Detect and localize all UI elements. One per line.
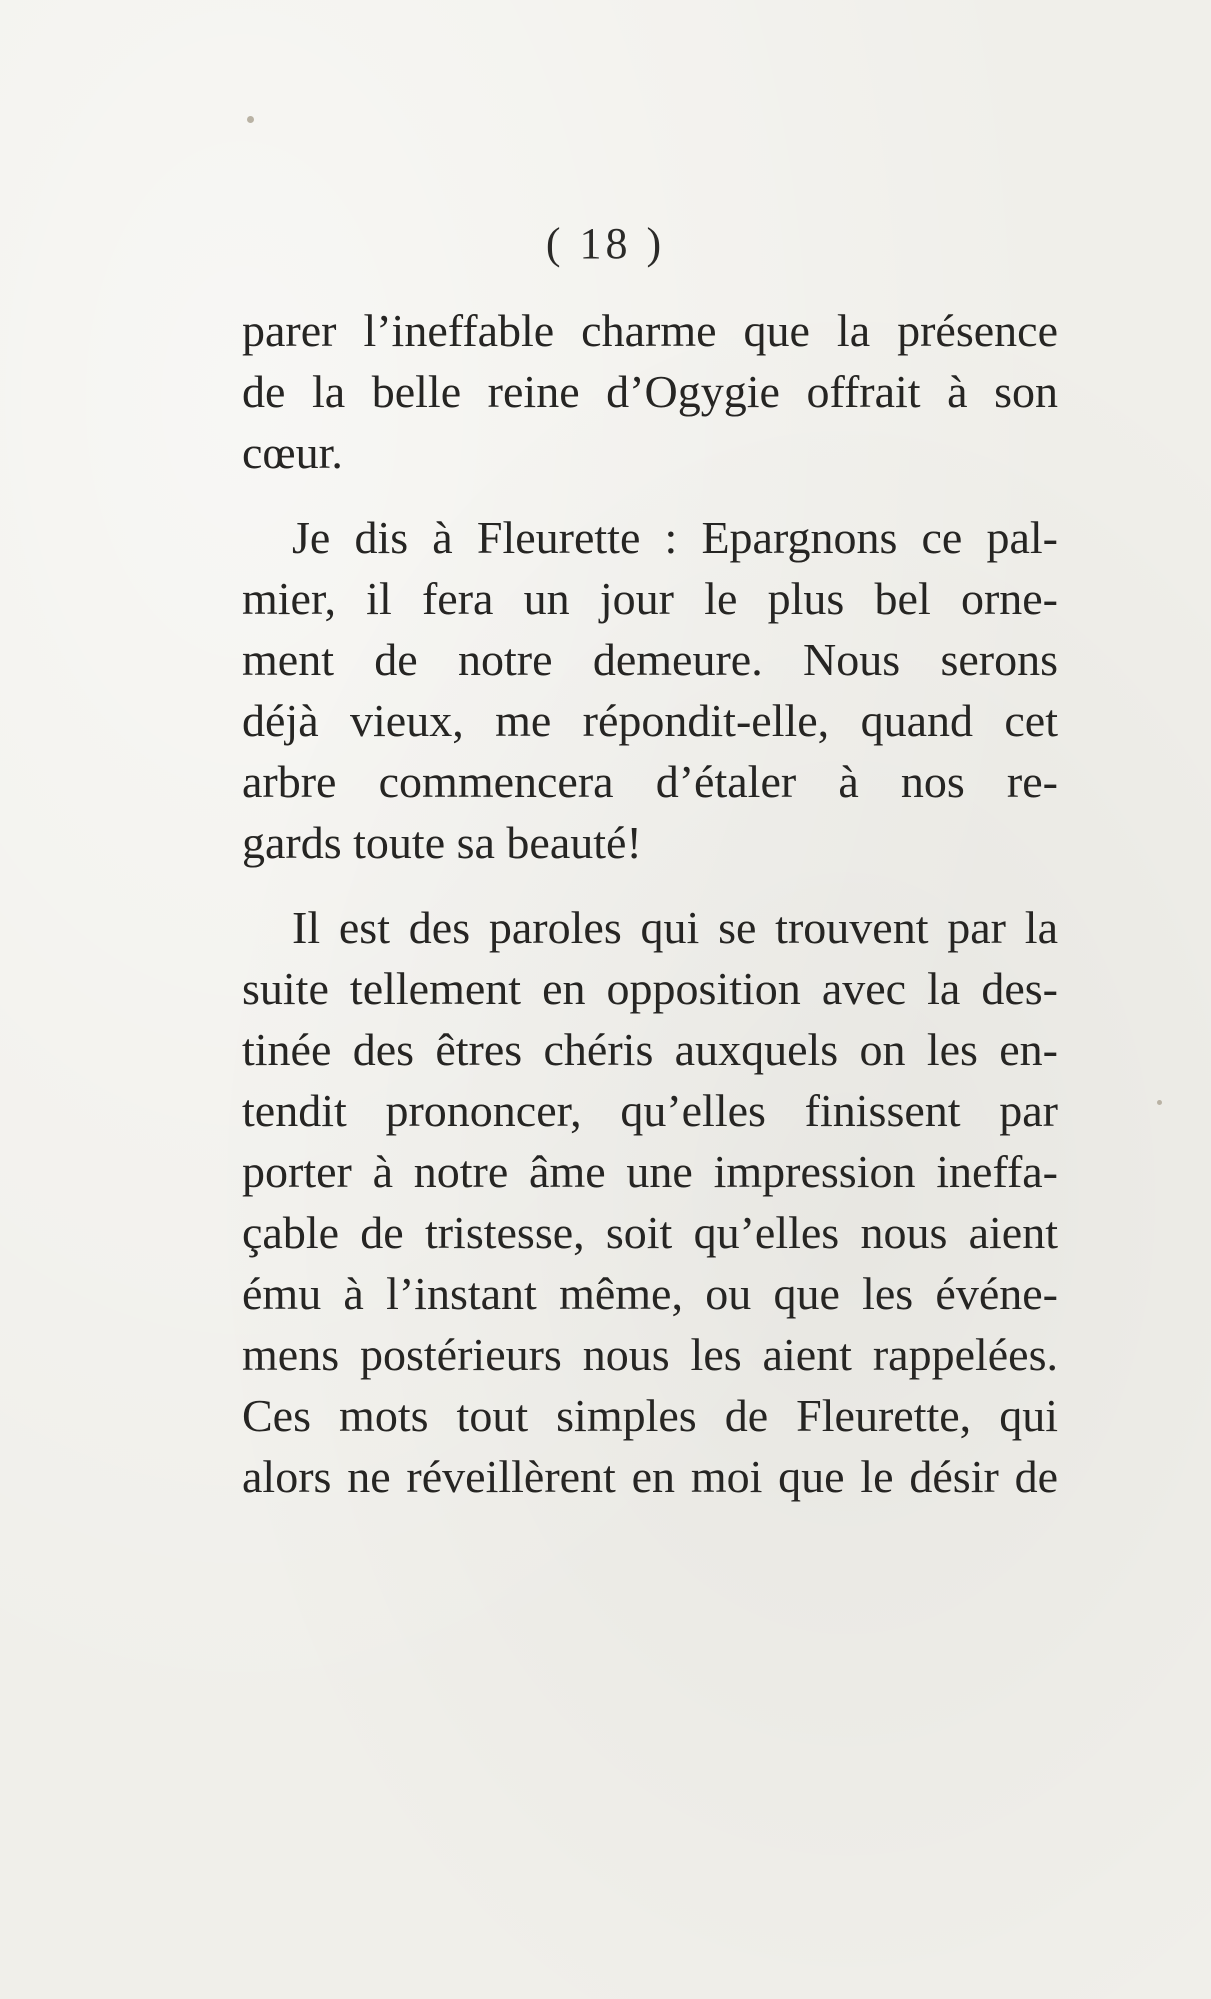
text-line: Il est des paroles qui se trouvent par la [292, 902, 1058, 953]
paragraph [242, 507, 1058, 873]
text-line: Ces mots tout simples de Fleurette, qui [242, 1390, 1058, 1441]
paragraph [242, 300, 1058, 483]
text-line: ment de notre demeure. Nous serons [242, 634, 1058, 685]
text-line: tinée des êtres chéris auxquels on les en- [242, 1024, 1058, 1075]
text-line: cœur. [242, 427, 343, 478]
paragraph [242, 897, 1058, 1507]
text-line: de la belle reine d’Ogygie offrait à son [242, 366, 1058, 417]
text-line: gards toute sa beauté! [242, 817, 642, 868]
text-line: ému à l’instant même, ou que les événe- [242, 1268, 1058, 1319]
text-line: porter à notre âme une impression ineffa- [242, 1146, 1058, 1197]
text-line: mier, il fera un jour le plus bel orne- [242, 573, 1058, 624]
text-line: suite tellement en opposition avec la des- [242, 963, 1058, 1014]
text-line: mens postérieurs nous les aient rappelées. [242, 1329, 1058, 1380]
text-line: arbre commencera d’étaler à nos re- [242, 756, 1058, 807]
text-line: Je dis à Fleurette : Epargnons ce pal- [292, 512, 1058, 563]
text-line: parer l’ineffable charme que la présence [242, 305, 1058, 356]
text-line: tendit prononcer, qu’elles finissent par [242, 1085, 1058, 1136]
body-text [242, 300, 1058, 1507]
text-line: çable de tristesse, soit qu’elles nous aient [242, 1207, 1058, 1258]
text-line: déjà vieux, me répondit-elle, quand cet [242, 695, 1058, 746]
paper-speck [247, 116, 254, 123]
page-number: ( 18 ) [545, 219, 666, 268]
paper-speck [1157, 1100, 1162, 1105]
text-line: alors ne réveillèrent en moi que le désir de [242, 1451, 1058, 1502]
